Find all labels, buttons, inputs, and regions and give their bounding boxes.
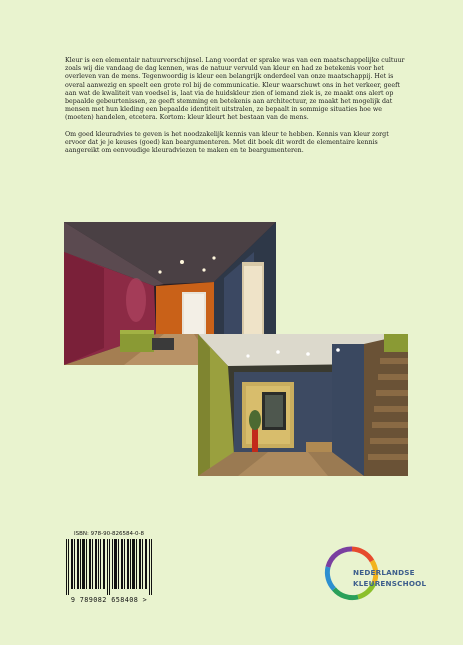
hallway-photo-staircase	[198, 334, 408, 476]
barcode-number: 9 789082 658408 >	[70, 596, 148, 604]
nederlandse-kleurenschool-logo	[322, 543, 427, 603]
cover-text	[65, 57, 405, 163]
paragraph-intro: Kleur is een elementair natuurverschijnsel. Lang voordat er sprake was van een maatschappelijke cultuur zoals wij die vandaag de dag kennen, was de natuur vervuld van kleur en had ze betekenis voor het overleven van de mens. Tegenwoordig is kleur een belangrijk onderdeel van onze maatschappij. Het is overal aanwezig en speelt een grote rol bij de communicatie. Kleur waarschuwt ons in het verkeer, geeft aan wat de kwaliteit van voedsel is, laat via de huidskleur zien of iemand ziek is, ze maakt ons alert op bepaalde gebeurtenissen, ze geeft stemming en betekenis aan architectuur, ze maakt het mogelijk dat mensen met hun kleding een bepaalde identiteit uitstralen, ze bepaalt in sommige situaties hoe we (moeten) handelen, etcetera. Kortom: kleur kleurt het bestaan van de mens.	[65, 57, 405, 122]
logo-line1: NEDERLANDSE	[353, 568, 415, 577]
isbn-label: ISBN: 978-90-826584-0-8	[73, 531, 145, 537]
isbn-barcode-block	[60, 531, 158, 605]
barcode	[62, 539, 156, 595]
paragraph-advice: Om goed kleuradvies te geven is het noodzakelijk kennis van kleur te hebben. Kennis van kleur zorgt ervoor dat je je keuses (goed) kan beargumenteren. Met dit boek dit wordt de elementaire kennis aangereikt om eenvoudige kleuradviezen te maken en te beargumenteren.	[65, 130, 389, 155]
logo-line2: KLEURENSCHOOL	[353, 579, 427, 588]
